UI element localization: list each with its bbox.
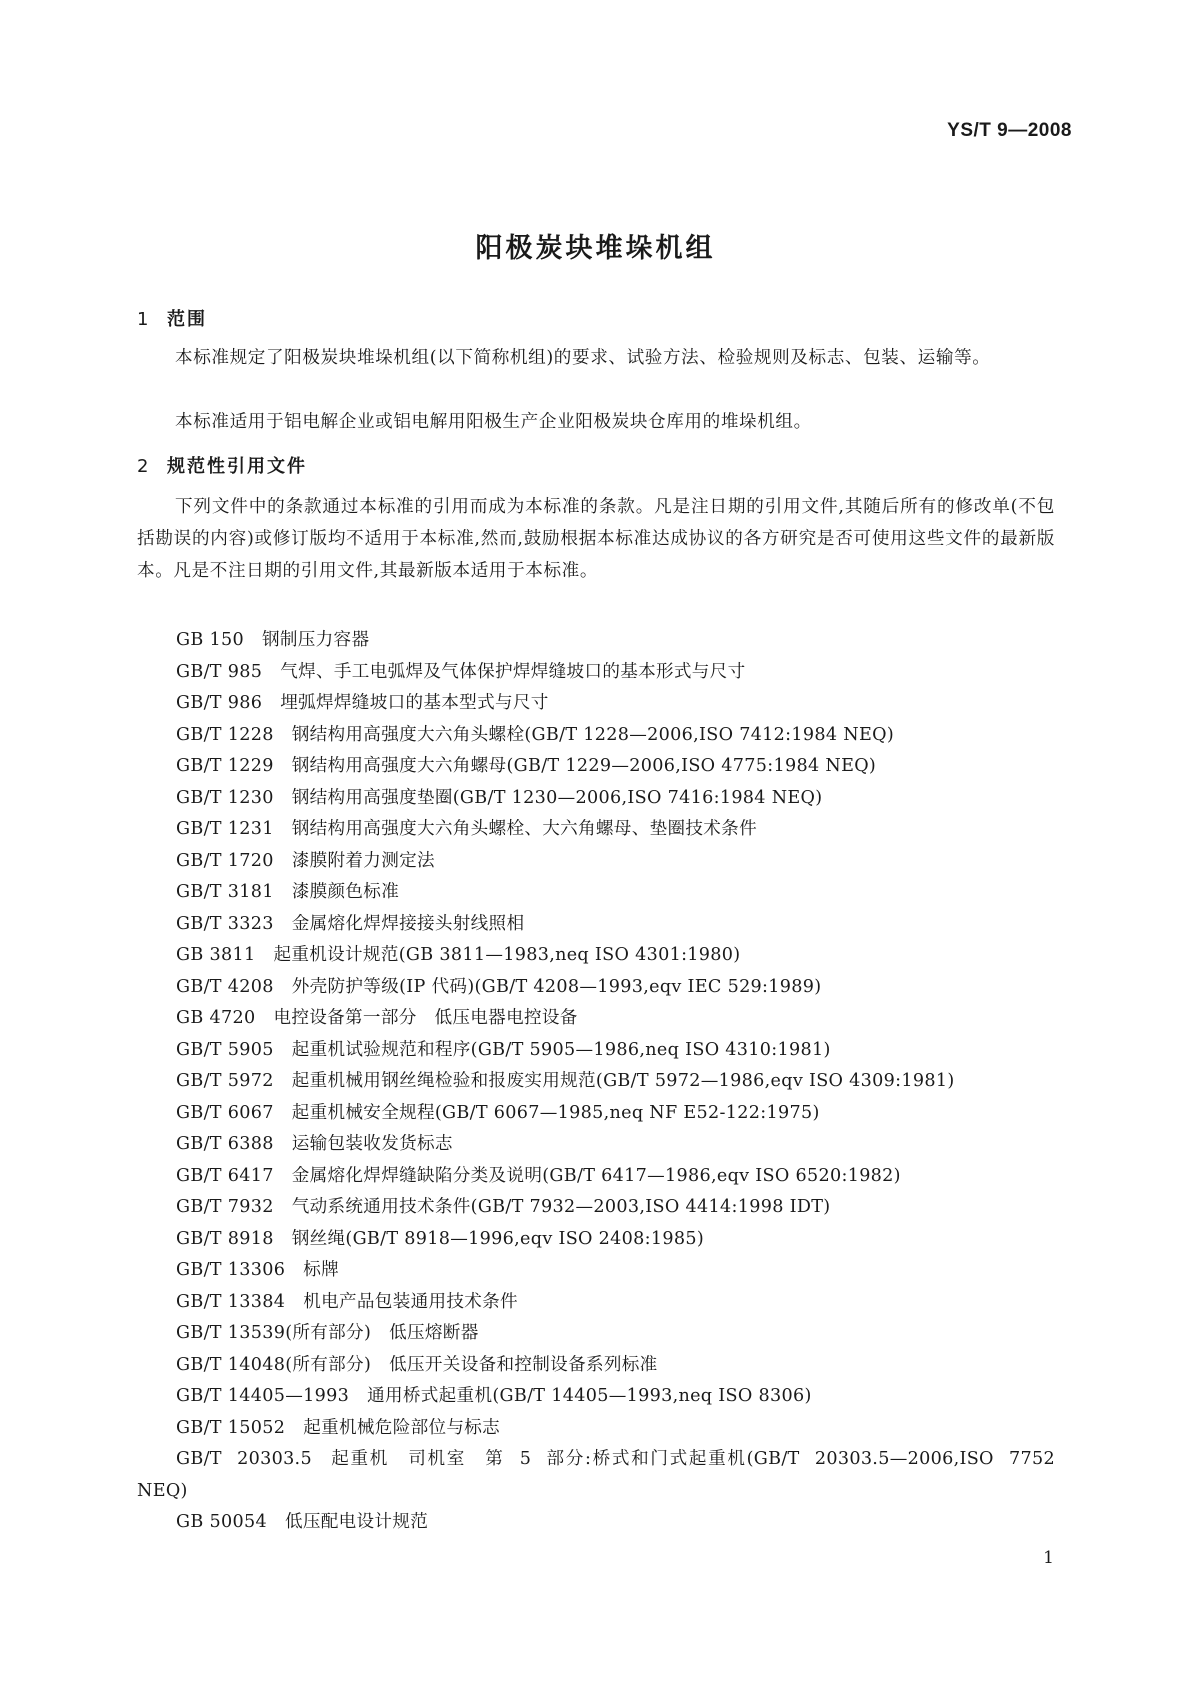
section-heading-normative bbox=[137, 452, 307, 478]
reference-item bbox=[176, 657, 1056, 689]
reference-code: GB/T 13384 bbox=[176, 1291, 286, 1312]
reference-code: GB 150 bbox=[176, 630, 244, 650]
reference-title: 埋弧焊焊缝坡口的基本型式与尺寸 bbox=[280, 693, 549, 713]
reference-title: 钢结构用高强度大六角头螺栓(GB/T 1228—2006,ISO 7412:1984 NEQ) bbox=[291, 724, 894, 745]
reference-title: 起重机械用钢丝绳检验和报废实用规范(GB/T 5972—1986,eqv ISO 4309:1981) bbox=[291, 1071, 955, 1091]
reference-title: 钢结构用高强度大六角螺母(GB/T 1229—2006,ISO 4775:1984 NEQ) bbox=[291, 756, 877, 776]
reference-item bbox=[176, 1287, 1056, 1319]
reference-title: 起重机械危险部位与标志 bbox=[303, 1417, 501, 1438]
reference-item bbox=[176, 846, 1056, 878]
section-title: 规范性引用文件 bbox=[167, 456, 307, 477]
reference-title: 漆膜附着力测定法 bbox=[291, 850, 435, 871]
reference-title: 钢丝绳(GB/T 8918—1996,eqv ISO 2408:1985) bbox=[291, 1228, 705, 1249]
reference-item bbox=[176, 1350, 1056, 1382]
reference-code: GB/T 985 bbox=[176, 661, 263, 682]
reference-item bbox=[176, 1413, 1056, 1445]
reference-item bbox=[176, 625, 1056, 657]
reference-code: GB/T 3323 bbox=[176, 913, 274, 934]
reference-item bbox=[176, 1224, 1056, 1256]
reference-title: 漆膜颜色标准 bbox=[291, 882, 400, 902]
reference-item bbox=[176, 940, 1056, 972]
reference-title: 外壳防护等级(IP 代码)(GB/T 4208—1993,eqv IEC 529:1989) bbox=[291, 976, 822, 997]
reference-title: 金属熔化焊焊接接头射线照相 bbox=[291, 913, 525, 934]
scope-paragraph-2: 本标准适用于铝电解企业或铝电解用阳极生产企业阳极炭块仓库用的堆垛机组。 bbox=[175, 412, 812, 432]
reference-title: 气焊、手工电弧焊及气体保护焊焊缝坡口的基本形式与尺寸 bbox=[280, 661, 746, 682]
reference-item bbox=[176, 1318, 1056, 1350]
reference-title: 电控设备第一部分 低压电器电控设备 bbox=[273, 1008, 578, 1028]
reference-item bbox=[176, 1192, 1056, 1224]
reference-code: GB/T 4208 bbox=[176, 976, 274, 997]
reference-code: GB 3811 bbox=[176, 945, 256, 965]
reference-item bbox=[176, 720, 1056, 752]
reference-title: 起重机 司机室 第 5 部分:桥式和门式起重机(GB/T 20303.5—2006,ISO 7752 NEQ) bbox=[137, 1449, 1056, 1501]
reference-code: GB/T 986 bbox=[176, 693, 263, 713]
reference-item bbox=[176, 783, 1056, 815]
page-number: 1 bbox=[1043, 1548, 1054, 1568]
reference-item bbox=[176, 972, 1056, 1004]
reference-code: GB/T 15052 bbox=[176, 1417, 286, 1438]
reference-code: GB/T 8918 bbox=[176, 1228, 274, 1249]
reference-item bbox=[176, 751, 1056, 783]
reference-code: GB/T 7932 bbox=[176, 1197, 274, 1217]
reference-title: 机电产品包装通用技术条件 bbox=[303, 1291, 518, 1312]
reference-code: GB 4720 bbox=[176, 1008, 256, 1028]
reference-title: 钢结构用高强度大六角头螺栓、大六角螺母、垫圈技术条件 bbox=[291, 819, 757, 839]
reference-title: 低压熔断器 bbox=[389, 1323, 479, 1343]
section-number: 2 bbox=[137, 456, 151, 477]
reference-code: GB 50054 bbox=[176, 1512, 267, 1532]
reference-code: GB/T 1230 bbox=[176, 787, 274, 808]
reference-item bbox=[176, 1381, 1056, 1413]
reference-title: 钢结构用高强度垫圈(GB/T 1230—2006,ISO 7416:1984 NEQ) bbox=[291, 787, 823, 808]
section-number: 1 bbox=[137, 309, 151, 330]
reference-item bbox=[176, 909, 1056, 941]
section-title: 范围 bbox=[167, 309, 207, 330]
reference-item bbox=[176, 1161, 1056, 1193]
reference-item bbox=[176, 1066, 1056, 1098]
reference-item bbox=[176, 1035, 1056, 1067]
reference-code: GB/T 1228 bbox=[176, 724, 274, 745]
reference-title: 通用桥式起重机(GB/T 14405—1993,neq ISO 8306) bbox=[367, 1386, 812, 1406]
scope-paragraph-1: 本标准规定了阳极炭块堆垛机组(以下简称机组)的要求、试验方法、检验规则及标志、包装、运输等。 bbox=[175, 348, 991, 368]
reference-code: GB/T 13539(所有部分) bbox=[176, 1323, 372, 1343]
reference-item bbox=[176, 1098, 1056, 1130]
reference-code: GB/T 6388 bbox=[176, 1134, 274, 1154]
reference-code: GB/T 1231 bbox=[176, 819, 274, 839]
reference-code: GB/T 6067 bbox=[176, 1102, 274, 1123]
reference-title: 气动系统通用技术条件(GB/T 7932—2003,ISO 4414:1998 IDT) bbox=[291, 1197, 831, 1217]
reference-title: 起重机设计规范(GB 3811—1983,neq ISO 4301:1980) bbox=[273, 945, 741, 965]
reference-item bbox=[176, 877, 1056, 909]
reference-item bbox=[176, 814, 1056, 846]
section-heading-scope bbox=[137, 305, 207, 331]
normative-intro: 下列文件中的条款通过本标准的引用而成为本标准的条款。凡是注日期的引用文件,其随后所有的修改单(不包括勘误的内容)或修订版均不适用于本标准,然而,鼓励根据本标准达成协议的各方研究是否可使用这些文件的最新版本。凡是不注日期的引用文件,其最新版本适用于本标准。 bbox=[137, 497, 1055, 581]
reference-title: 运输包装收发货标志 bbox=[291, 1134, 453, 1154]
reference-code: GB/T 5972 bbox=[176, 1071, 274, 1091]
reference-code: GB/T 14405—1993 bbox=[176, 1386, 350, 1406]
reference-code: GB/T 1229 bbox=[176, 756, 274, 776]
reference-item bbox=[176, 688, 1056, 720]
reference-item bbox=[176, 1255, 1056, 1287]
reference-code: GB/T 13306 bbox=[176, 1260, 286, 1280]
reference-item bbox=[176, 1129, 1056, 1161]
reference-title: 起重机械安全规程(GB/T 6067—1985,neq NF E52-122:1975) bbox=[291, 1102, 820, 1123]
reference-code: GB/T 5905 bbox=[176, 1039, 274, 1060]
reference-code: GB/T 3181 bbox=[176, 882, 274, 902]
document-title: 阳极炭块堆垛机组 bbox=[475, 233, 716, 264]
reference-item-wrapped bbox=[137, 1444, 1055, 1507]
reference-title: 低压配电设计规范 bbox=[284, 1512, 429, 1532]
reference-title: 标牌 bbox=[303, 1260, 340, 1280]
reference-title: 钢制压力容器 bbox=[261, 630, 370, 650]
reference-item bbox=[176, 1003, 1056, 1035]
reference-title: 起重机试验规范和程序(GB/T 5905—1986,neq ISO 4310:1981) bbox=[291, 1039, 831, 1060]
reference-code: GB/T 6417 bbox=[176, 1165, 274, 1186]
reference-list bbox=[137, 625, 1056, 1539]
reference-code: GB/T 1720 bbox=[176, 850, 274, 871]
reference-code: GB/T 14048(所有部分) bbox=[176, 1354, 372, 1375]
reference-code: GB/T 20303.5 bbox=[176, 1449, 312, 1469]
reference-title: 低压开关设备和控制设备系列标准 bbox=[389, 1354, 658, 1375]
reference-item bbox=[176, 1507, 1056, 1539]
standard-code: YS/T 9—2008 bbox=[947, 120, 1072, 141]
reference-title: 金属熔化焊焊缝缺陷分类及说明(GB/T 6417—1986,eqv ISO 6520:1982) bbox=[291, 1165, 901, 1186]
